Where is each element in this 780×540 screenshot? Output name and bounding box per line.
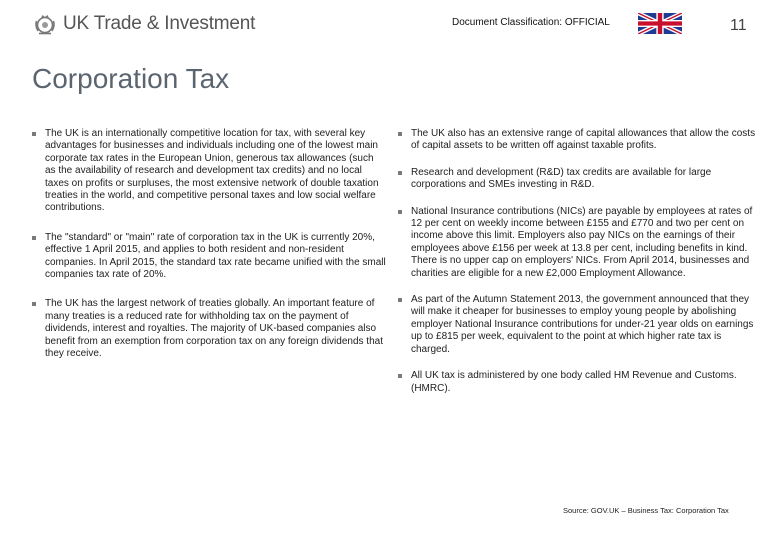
bullet-item: The UK is an internationally competitive location for tax, with several key advantages for businesses and individuals including one of the lowest main corporate tax rates in the European Union, generous tax allowances (such as the availability of research and development tax credits) and no local taxes on profits or surpluses, the most extensive network of double taxation treaties in the world, and competitive personal taxes and low social welfare contributions. [32, 128, 386, 215]
bullet-item: As part of the Autumn Statement 2013, the government announced that they will make it cheaper for businesses to employ young people by abolishing employer National Insurance contributions for under-21 year olds on earnings up to £815 per week, equivalent to the point at which higher rate tax is charged. [398, 294, 756, 356]
left-column [32, 128, 386, 378]
bullet-item: The UK has the largest network of treaties globally. An important feature of many treaties is a reduced rate for withholding tax on the payment of dividends, interest and royalties. The majority of UK-based companies also benefit from an exemption from corporation tax on any foreign dividends that they receive. [32, 298, 386, 360]
bullet-item: National Insurance contributions (NICs) are payable by employees at rates of 12 per cent on weekly income between £155 and £770 and two per cent on income above this limit. Employers also pay NICs on the earnings of their employees above £156 per week at 13.8 per cent, including benefits in kind. There is no upper cap on employers' NICs. From April 2014, businesses and charities are eligible for a new £2,000 Employment Allowance. [398, 206, 756, 280]
royal-crest-icon [33, 12, 57, 36]
document-classification: Document Classification: OFFICIAL [452, 17, 610, 28]
page-number: 11 [730, 17, 747, 34]
source-note: Source: GOV.UK – Business Tax: Corporation Tax [563, 506, 729, 515]
bullet-item: The "standard" or "main" rate of corporation tax in the UK is currently 20%, effective 1 April 2015, and applies to both resident and non-resident companies. In April 2015, the standard tax rate became unified with the small companies tax rate of 20%. [32, 232, 386, 282]
page-title: Corporation Tax [32, 63, 230, 94]
right-column [398, 128, 756, 409]
ukti-logo [33, 12, 255, 36]
logo-text: UK Trade & Investment [63, 13, 256, 34]
bullet-item: Research and development (R&D) tax credits are available for large corporations and SMEs investing in R&D. [398, 167, 756, 192]
bullet-item: All UK tax is administered by one body called HM Revenue and Customs. (HMRC). [398, 370, 756, 395]
union-jack-icon [638, 13, 682, 34]
bullet-item: The UK also has an extensive range of capital allowances that allow the costs of capital assets to be written off against taxable profits. [398, 128, 756, 153]
